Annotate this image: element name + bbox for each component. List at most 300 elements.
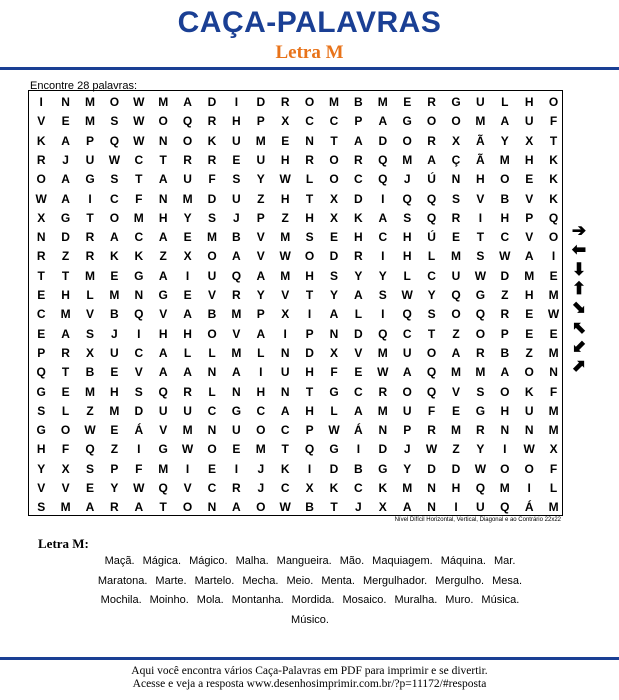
grid-letter: L [427, 249, 436, 264]
grid-letter: S [134, 384, 143, 399]
grid-letter: A [500, 114, 510, 129]
grid-letter: Ã [476, 133, 485, 148]
grid-letter: T [159, 152, 167, 167]
grid-letter: Q [378, 326, 388, 341]
grid-letter: N [134, 288, 144, 302]
grid-letter: S [427, 307, 436, 322]
word-list-item: Maratona. [97, 574, 148, 587]
grid-letter: W [279, 172, 291, 187]
grid-letter: V [183, 481, 192, 495]
grid-letter: X [329, 345, 338, 360]
grid-letter: L [208, 345, 216, 360]
grid-letter: R [427, 95, 436, 109]
grid-letter: B [500, 345, 510, 360]
grid-letter: U [402, 345, 412, 360]
grid-letter: S [37, 403, 46, 418]
grid-letter: N [524, 423, 534, 438]
grid-letter: I [307, 461, 312, 476]
grid-letter: D [329, 461, 339, 476]
word-list-item: Marte. [155, 574, 187, 587]
grid-letter: F [549, 384, 558, 399]
grid-letter: P [85, 133, 94, 148]
grid-letter: D [354, 326, 363, 341]
grid-letter: O [304, 249, 315, 264]
grid-row [29, 247, 562, 266]
grid-letter: T [61, 365, 70, 380]
top-divider [0, 67, 619, 70]
grid-letter: W [133, 114, 145, 129]
arrow-up-left-icon: ⬉ [571, 317, 587, 337]
grid-letter: J [403, 442, 411, 457]
grid-letter: S [85, 326, 94, 341]
grid-letter: H [305, 210, 314, 225]
grid-letter: A [451, 345, 461, 360]
grid-letter: M [255, 442, 266, 457]
grid-letter: N [36, 230, 46, 245]
grid-letter: M [182, 191, 193, 206]
grid-letter: E [183, 288, 192, 302]
grid-letter: E [403, 95, 412, 109]
grid-letter: N [305, 133, 314, 148]
grid-letter: X [281, 114, 290, 129]
grid-letter: D [305, 345, 314, 360]
grid-letter: I [185, 461, 190, 476]
grid-letter: S [207, 210, 216, 225]
page-title: CAÇA-PALAVRAS [177, 6, 442, 39]
grid-letter: F [549, 114, 558, 129]
grid-letter: F [549, 461, 558, 476]
grid-letter: Q [134, 307, 144, 322]
grid-letter: M [328, 95, 339, 109]
grid-letter: R [36, 249, 46, 264]
grid-letter: N [280, 345, 290, 360]
grid-letter: E [207, 461, 216, 476]
grid-letter: L [501, 95, 509, 109]
grid-letter: A [329, 307, 339, 322]
bottom-divider [0, 657, 619, 660]
grid-letter: T [37, 268, 45, 283]
grid-letter: R [451, 210, 461, 225]
grid-letter: A [256, 326, 266, 341]
word-list-title: Letra M: [38, 536, 89, 551]
grid-letter: I [356, 442, 361, 457]
grid-letter: W [35, 191, 47, 206]
grid-letter: A [85, 500, 95, 515]
grid-letter: Q [475, 307, 486, 322]
grid-letter: Q [426, 210, 437, 225]
grid-letter: G [329, 442, 339, 457]
grid-letter: Y [183, 210, 192, 225]
grid-letter: U [183, 172, 192, 187]
grid-letter: S [378, 288, 387, 302]
word-list-item: Moinho. [149, 594, 189, 606]
grid-letter: E [61, 384, 70, 399]
grid-letter: C [354, 172, 363, 187]
grid-letter: Y [256, 288, 265, 302]
grid-letter: D [354, 191, 363, 206]
grid-letter: D [378, 133, 388, 148]
grid-letter: I [381, 191, 385, 206]
grid-letter: S [85, 461, 94, 476]
grid-letter: M [84, 95, 95, 109]
footer-line-2: Acesse e veja a resposta www.desenhosimprimir.com.br/?p=11172/#resposta [132, 678, 487, 690]
grid-letter: E [549, 326, 558, 341]
grid-letter: I [381, 307, 385, 322]
grid-letter: O [207, 326, 217, 341]
grid-letter: W [181, 442, 194, 457]
grid-letter: Q [426, 191, 437, 206]
grid-letter: M [548, 345, 559, 360]
grid-letter: Q [109, 133, 120, 148]
grid-letter: N [158, 191, 168, 206]
grid-letter: F [135, 191, 143, 206]
grid-letter: V [354, 345, 363, 360]
grid-letter: Q [475, 481, 486, 495]
grid-letter: T [305, 384, 314, 399]
word-list [40, 552, 580, 630]
grid-letter: H [256, 384, 266, 399]
grid-letter: D [427, 461, 436, 476]
grid-letter: Z [281, 210, 289, 225]
grid-letter: P [256, 114, 265, 129]
grid-letter: R [500, 307, 510, 322]
grid-letter: U [158, 403, 168, 418]
word-list-item: Maçã. [104, 555, 135, 567]
grid-letter: E [451, 230, 460, 245]
grid-letter: A [256, 268, 266, 283]
grid-letter: H [451, 481, 461, 495]
grid-letter: E [61, 114, 70, 129]
grid-letter: Q [158, 384, 168, 399]
grid-letter: K [207, 133, 217, 148]
grid-letter: M [499, 152, 510, 167]
grid-letter: M [524, 268, 535, 283]
grid-letter: S [329, 268, 338, 283]
grid-letter: P [110, 461, 119, 476]
grid-letter: H [524, 288, 534, 302]
grid-letter: V [256, 230, 265, 245]
grid-letter: G [329, 384, 339, 399]
grid-letter: V [525, 230, 534, 245]
grid-letter: U [183, 403, 192, 418]
grid-letter: G [134, 268, 144, 283]
grid-letter: T [330, 133, 338, 148]
grid-row [29, 228, 562, 247]
word-list-item: Mergulhador. [362, 574, 428, 587]
grid-letter: K [134, 249, 144, 264]
grid-letter: Y [37, 461, 46, 476]
grid-letter: U [110, 345, 119, 360]
grid-letter: Q [500, 500, 510, 515]
grid-letter: Y [500, 133, 509, 148]
grid-letter: X [85, 345, 94, 360]
grid-letter: G [475, 403, 486, 418]
grid-letter: T [330, 500, 338, 515]
grid-letter: T [476, 230, 485, 245]
grid-letter: E [37, 288, 46, 302]
grid-letter: N [549, 365, 558, 380]
grid-letter: V [134, 365, 143, 380]
grid-letter: T [427, 326, 436, 341]
grid-letter: C [36, 307, 46, 322]
grid-letter: Z [452, 326, 460, 341]
grid-letter: D [451, 461, 461, 476]
grid-letter: N [61, 95, 70, 109]
grid-letter: N [207, 365, 217, 380]
grid-letter: K [549, 152, 558, 167]
word-list-item: Muralha. [394, 594, 438, 606]
grid-letter: E [37, 326, 46, 341]
grid-letter: B [305, 500, 314, 515]
grid-letter: O [451, 114, 461, 129]
grid-letter: S [476, 384, 485, 399]
grid-letter: M [475, 114, 486, 129]
arrow-down-left-icon: ⬋ [571, 336, 587, 356]
grid-letter: C [134, 345, 144, 360]
grid-letter: J [355, 500, 362, 515]
grid-letter: R [354, 249, 363, 264]
grid-row [29, 132, 562, 151]
page-subtitle: Letra M [275, 42, 344, 63]
grid-letter: K [110, 249, 119, 264]
grid-letter: Á [134, 423, 144, 438]
grid-letter: A [183, 95, 192, 109]
word-list-item: Mosaico. [342, 594, 387, 606]
grid-letter: U [232, 191, 241, 206]
grid-letter: E [110, 423, 119, 438]
grid-letter: M [182, 423, 193, 438]
word-list-item: Mecha. [242, 574, 279, 587]
word-list-item: Máquina. [440, 555, 486, 567]
word-list-item: Malha. [235, 555, 269, 567]
grid-letter: M [109, 403, 120, 418]
grid-letter: W [377, 365, 389, 380]
grid-letter: C [427, 268, 436, 283]
grid-letter: M [548, 423, 559, 438]
grid-letter: L [305, 172, 314, 187]
grid-letter: Q [158, 481, 168, 495]
grid-letter: R [232, 288, 241, 302]
grid-letter: D [134, 403, 144, 418]
grid-row [29, 344, 562, 363]
grid-letter: H [61, 288, 70, 302]
grid-row [29, 170, 562, 189]
grid-letter: U [402, 403, 412, 418]
grid-letter: J [62, 152, 69, 167]
grid-letter: O [402, 384, 412, 399]
grid-letter: G [60, 210, 71, 225]
grid-letter: A [524, 249, 534, 264]
word-list-item: Música. [481, 594, 520, 606]
grid-letter: W [425, 442, 438, 457]
grid-row [29, 479, 562, 498]
grid-letter: M [377, 345, 388, 360]
grid-letter: X [37, 210, 46, 225]
grid-letter: Q [378, 172, 388, 187]
grid-letter: V [207, 288, 216, 302]
grid-letter: M [84, 268, 95, 283]
grid-letter: W [474, 461, 487, 476]
grid-letter: B [207, 307, 217, 322]
grid-letter: A [61, 326, 70, 341]
grid-letter: R [476, 423, 485, 438]
grid-letter: V [525, 191, 534, 206]
grid-letter: Z [61, 249, 70, 264]
grid-letter: C [280, 423, 290, 438]
grid-letter: A [378, 114, 388, 129]
grid-letter: Ú [427, 230, 436, 245]
grid-letter: M [60, 500, 71, 515]
grid-letter: H [158, 326, 168, 341]
grid-letter: T [281, 442, 289, 457]
grid-letter: W [133, 133, 145, 148]
grid-letter: E [232, 442, 241, 457]
grid-letter: G [475, 288, 486, 302]
grid-letter: R [427, 133, 436, 148]
grid-letter: E [183, 230, 192, 245]
grid-letter: P [525, 210, 534, 225]
grid-letter: G [36, 384, 46, 399]
grid-letter: I [478, 210, 483, 225]
grid-letter: H [524, 152, 534, 167]
grid-letter: K [280, 461, 290, 476]
grid-letter: Z [452, 442, 460, 457]
grid-letter: Q [402, 191, 412, 206]
grid-letter: Q [426, 365, 437, 380]
grid-letter: K [378, 481, 388, 495]
grid-letter: P [500, 326, 509, 341]
grid-letter: M [84, 384, 95, 399]
grid-letter: H [305, 268, 314, 283]
grid-letter: C [207, 481, 217, 495]
grid-letter: V [256, 249, 265, 264]
grid-letter: H [305, 403, 314, 418]
grid-letter: D [500, 268, 510, 283]
grid-letter: V [37, 114, 46, 129]
grid-letter: Á [524, 500, 534, 515]
grid-letter: M [377, 95, 388, 109]
grid-letter: S [305, 230, 314, 245]
grid-letter: M [158, 461, 169, 476]
grid-letter: I [454, 500, 458, 515]
grid-letter: Q [426, 384, 437, 399]
grid-letter: A [183, 365, 192, 380]
grid-letter: K [549, 172, 558, 187]
grid-letter: U [256, 152, 266, 167]
grid-letter: Y [256, 172, 265, 187]
grid-letter: G [402, 114, 412, 129]
grid-letter: B [500, 191, 510, 206]
grid-letter: Y [378, 268, 387, 283]
grid-letter: P [256, 307, 265, 322]
word-list-item: Mar. [493, 555, 516, 567]
grid-letter: E [85, 481, 94, 495]
grid-letter: M [548, 403, 559, 418]
grid-letter: M [133, 210, 144, 225]
grid-letter: W [547, 307, 560, 322]
grid-letter: N [451, 172, 461, 187]
grid-letter: I [234, 461, 239, 476]
grid-letter: R [354, 152, 363, 167]
grid-letter: V [451, 384, 460, 399]
grid-letter: A [61, 172, 70, 187]
grid-letter: H [500, 403, 510, 418]
grid-letter: O [256, 423, 266, 438]
grid-letter: W [499, 249, 511, 264]
footer-line-1: Aqui você encontra vários Caça-Palavras em PDF para imprimir e se divertir. [131, 665, 488, 677]
word-list-item: Mesa. [492, 574, 523, 587]
grid-letter: U [207, 268, 217, 283]
grid-letter: O [182, 133, 193, 148]
grid-letter: U [280, 365, 290, 380]
grid-letter: K [549, 191, 558, 206]
grid-letter: M [402, 152, 413, 167]
grid-letter: W [108, 152, 121, 167]
grid-letter: K [524, 384, 534, 399]
grid-letter: E [110, 365, 119, 380]
grid-row [29, 93, 562, 112]
grid-letter: M [499, 481, 510, 495]
grid-letter: O [256, 500, 266, 515]
grid-letter: W [279, 500, 291, 515]
grid-letter: P [403, 423, 412, 438]
grid-letter: D [207, 191, 217, 206]
grid-letter: W [523, 442, 535, 457]
grid-letter: I [88, 191, 92, 206]
grid-letter: W [474, 268, 487, 283]
grid-letter: O [207, 249, 217, 264]
grid-letter: I [307, 307, 312, 322]
grid-letter: X [329, 210, 338, 225]
grid-letter: C [402, 326, 412, 341]
grid-letter: H [476, 172, 485, 187]
grid-row [29, 190, 562, 209]
arrow-down-right-icon: ⬊ [571, 298, 587, 318]
word-list-item: Mordida. [291, 594, 335, 606]
grid-letter: N [207, 500, 217, 515]
grid-letter: M [548, 500, 559, 515]
grid-letter: E [525, 172, 534, 187]
grid-letter: R [85, 230, 95, 245]
grid-row [29, 286, 562, 305]
grid-letter: A [158, 230, 168, 245]
grid-row [29, 151, 562, 170]
grid-letter: Y [403, 461, 412, 476]
grid-letter: O [475, 326, 486, 341]
grid-letter: O [182, 500, 193, 515]
grid-letter: C [280, 481, 290, 495]
grid-letter: Y [110, 481, 119, 495]
grid-letter: X [451, 133, 460, 148]
grid-letter: X [549, 442, 558, 457]
grid-letter: E [549, 268, 558, 283]
grid-letter: D [61, 230, 70, 245]
grid-letter: M [60, 307, 71, 322]
grid-letter: A [61, 133, 70, 148]
grid-letter: W [133, 481, 145, 495]
grid-letter: T [86, 210, 94, 225]
grid-letter: I [283, 326, 287, 341]
word-list-item: Meio. [286, 574, 314, 587]
grid-row [29, 209, 562, 228]
grid-letter: R [427, 423, 436, 438]
word-list-item: Mágica. [142, 555, 182, 567]
grid-letter: S [232, 172, 241, 187]
grid-letter: G [158, 288, 168, 302]
grid-letter: G [451, 95, 461, 109]
grid-letter: J [111, 326, 118, 341]
grid-letter: Ú [427, 172, 436, 187]
